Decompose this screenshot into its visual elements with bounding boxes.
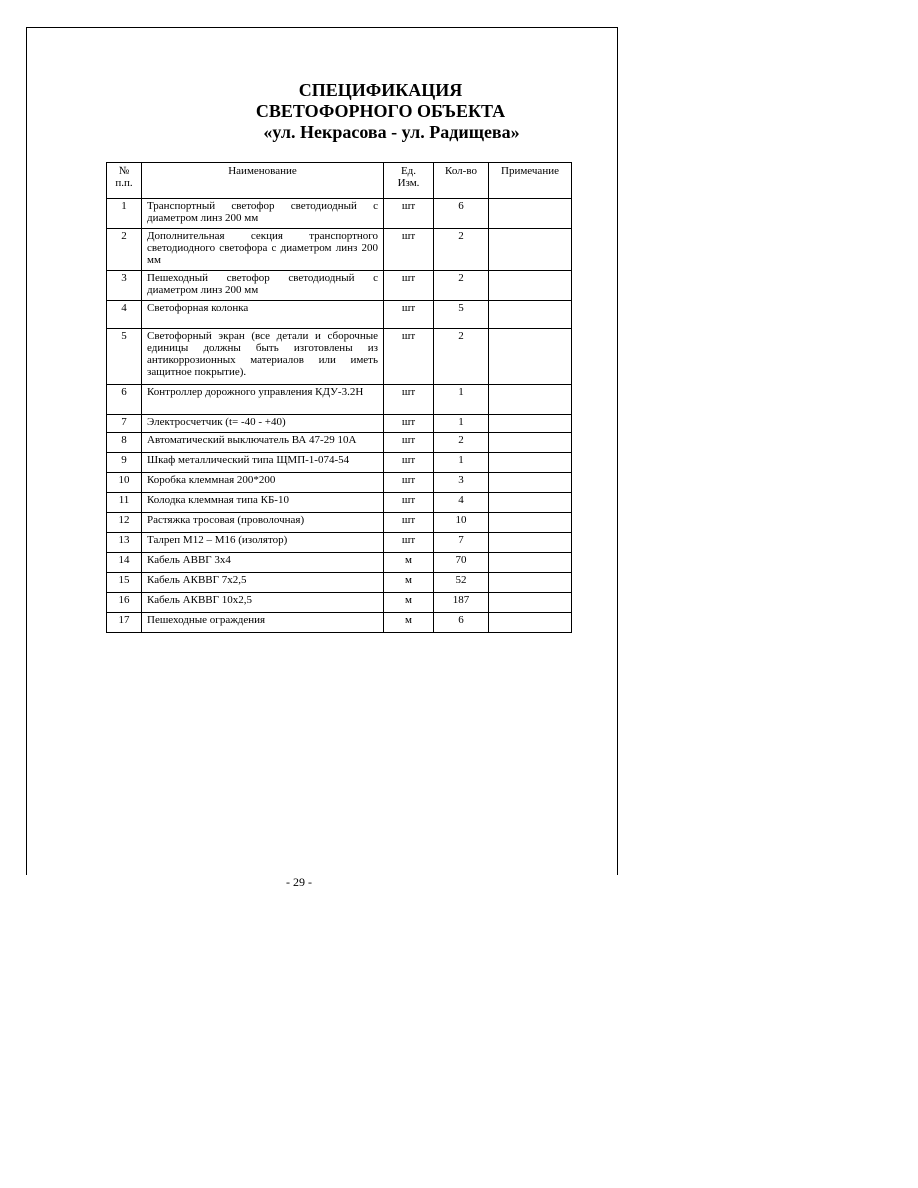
row-note (489, 301, 572, 329)
row-unit: шт (384, 493, 434, 513)
page-number (0, 875, 758, 890)
row-unit: шт (384, 301, 434, 329)
row-name: Контроллер дорожного управления КДУ-3.2Н (142, 385, 384, 415)
row-unit: шт (384, 473, 434, 493)
row-unit: шт (384, 199, 434, 229)
row-unit: шт (384, 533, 434, 553)
row-name: Электросчетчик (t= -40 - +40) (142, 415, 384, 433)
row-note (489, 513, 572, 533)
row-note (489, 433, 572, 453)
row-unit: м (384, 573, 434, 593)
row-num: 12 (107, 513, 142, 533)
row-note (489, 593, 572, 613)
row-note (489, 553, 572, 573)
row-unit: шт (384, 433, 434, 453)
row-num: 8 (107, 433, 142, 453)
row-note (489, 613, 572, 633)
row-note (489, 473, 572, 493)
row-qty: 2 (434, 229, 489, 271)
table-row (107, 271, 572, 301)
row-note (489, 573, 572, 593)
table-row (107, 533, 572, 553)
table-row (107, 301, 572, 329)
row-name: Пешеходные ограждения (142, 613, 384, 633)
row-name: Пешеходный светофор светодиодный с диаметром линз 200 мм (142, 271, 384, 301)
table-row (107, 593, 572, 613)
row-num: 14 (107, 553, 142, 573)
row-qty: 1 (434, 385, 489, 415)
row-unit: шт (384, 385, 434, 415)
row-note (489, 199, 572, 229)
row-qty: 1 (434, 415, 489, 433)
row-name: Автоматический выключатель ВА 47-29 10А (142, 433, 384, 453)
row-name: Транспортный светофор светодиодный с диаметром линз 200 мм (142, 199, 384, 229)
row-name: Дополнительная секция транспортного светодиодного светофора с диаметром линз 200 мм (142, 229, 384, 271)
row-num: 4 (107, 301, 142, 329)
row-unit: шт (384, 415, 434, 433)
title-line-2: СВЕТОФОРНОГО ОБЪЕКТА (255, 101, 506, 121)
row-qty: 6 (434, 613, 489, 633)
row-note (489, 493, 572, 513)
row-num: 11 (107, 493, 142, 513)
row-note (489, 385, 572, 415)
row-unit: м (384, 593, 434, 613)
row-num: 1 (107, 199, 142, 229)
title-line-3: «ул. Некрасова - ул. Радищева» (263, 122, 520, 142)
row-qty: 1 (434, 453, 489, 473)
row-qty: 2 (434, 329, 489, 385)
header-name: Наименование (142, 163, 384, 199)
row-unit: м (384, 553, 434, 573)
row-num: 3 (107, 271, 142, 301)
table-row (107, 493, 572, 513)
row-qty: 7 (434, 533, 489, 553)
row-note (489, 533, 572, 553)
table-row (107, 199, 572, 229)
row-num: 7 (107, 415, 142, 433)
row-unit: шт (384, 229, 434, 271)
table-row (107, 433, 572, 453)
specification-table (106, 162, 572, 633)
row-name: Шкаф металлический типа ЩМП-1-074-54 (142, 453, 384, 473)
row-qty: 5 (434, 301, 489, 329)
header-note: Примечание (489, 163, 572, 199)
row-qty: 3 (434, 473, 489, 493)
row-num: 2 (107, 229, 142, 271)
row-qty: 4 (434, 493, 489, 513)
row-num: 15 (107, 573, 142, 593)
table-row (107, 385, 572, 415)
table-row (107, 229, 572, 271)
document-title (0, 80, 918, 143)
row-name: Талреп М12 – М16 (изолятор) (142, 533, 384, 553)
row-note (489, 229, 572, 271)
row-note (489, 271, 572, 301)
row-name: Кабель АВВГ 3х4 (142, 553, 384, 573)
row-num: 10 (107, 473, 142, 493)
table-body (107, 199, 572, 633)
table-row (107, 513, 572, 533)
page-number-text: - 29 - (286, 875, 312, 889)
row-name: Коробка клеммная 200*200 (142, 473, 384, 493)
table-row (107, 415, 572, 433)
row-name: Кабель АКВВГ 10х2,5 (142, 593, 384, 613)
row-name: Светофорный экран (все детали и сборочные единицы должны быть изготовлены из антикоррозионных материалов или иметь защитное покрытие). (142, 329, 384, 385)
row-num: 6 (107, 385, 142, 415)
row-num: 13 (107, 533, 142, 553)
table-row (107, 473, 572, 493)
header-qty: Кол-во (434, 163, 489, 199)
row-unit: шт (384, 329, 434, 385)
row-name: Кабель АКВВГ 7х2,5 (142, 573, 384, 593)
row-note (489, 453, 572, 473)
row-num: 17 (107, 613, 142, 633)
header-num: № п.п. (107, 163, 142, 199)
row-note (489, 329, 572, 385)
row-num: 9 (107, 453, 142, 473)
table-row (107, 329, 572, 385)
row-qty: 2 (434, 433, 489, 453)
row-qty: 52 (434, 573, 489, 593)
row-unit: м (384, 613, 434, 633)
row-num: 5 (107, 329, 142, 385)
title-line-1: СПЕЦИФИКАЦИЯ (298, 80, 463, 100)
row-unit: шт (384, 513, 434, 533)
table-header-row (107, 163, 572, 199)
row-qty: 70 (434, 553, 489, 573)
row-qty: 10 (434, 513, 489, 533)
row-name: Растяжка тросовая (проволочная) (142, 513, 384, 533)
row-num: 16 (107, 593, 142, 613)
row-unit: шт (384, 453, 434, 473)
row-qty: 6 (434, 199, 489, 229)
row-note (489, 415, 572, 433)
row-unit: шт (384, 271, 434, 301)
table-row (107, 553, 572, 573)
header-unit: Ед. Изм. (384, 163, 434, 199)
table-row (107, 613, 572, 633)
table-row (107, 573, 572, 593)
row-name: Колодка клеммная типа КБ-10 (142, 493, 384, 513)
row-qty: 187 (434, 593, 489, 613)
row-name: Светофорная колонка (142, 301, 384, 329)
row-qty: 2 (434, 271, 489, 301)
table-row (107, 453, 572, 473)
